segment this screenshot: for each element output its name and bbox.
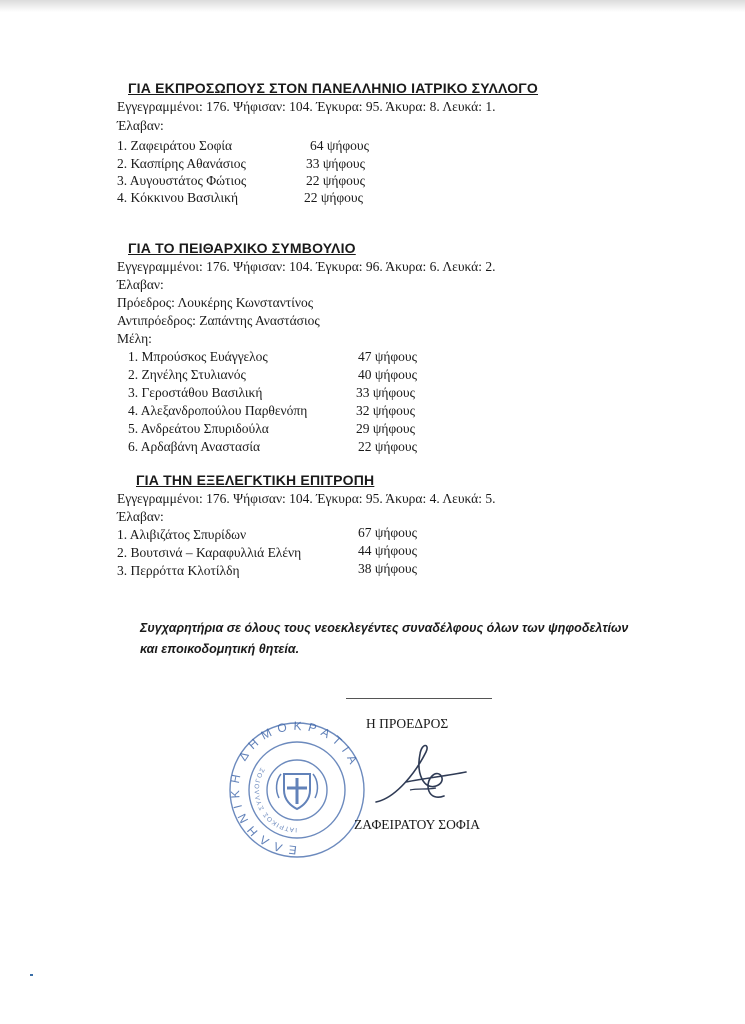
candidate-votes: 33 ψήφους (356, 385, 415, 400)
signature-rule (346, 698, 492, 699)
candidate-name: 4. Κόκκινου Βασιλική (117, 190, 239, 205)
candidate-name: 2. Κασπίρης Αθανάσιος (117, 156, 246, 171)
candidate-name: 3. Αυγουστάτος Φώτιος (117, 173, 247, 188)
candidate-votes: 67 ψήφους (358, 525, 417, 540)
stamp-emblem-icon (277, 774, 318, 809)
candidate-name: 4. Αλεξανδροπούλου Παρθενόπη (128, 403, 308, 418)
candidate-votes: 38 ψήφους (358, 561, 417, 576)
candidate-votes: 64 ψήφους (310, 138, 369, 153)
candidate-name: 3. Γεροστάθου Βασιλική (128, 385, 263, 400)
candidate-name: 3. Περρόττα Κλοτίλδη (117, 563, 240, 578)
candidate-name: 5. Ανδρεάτου Σπυριδούλα (128, 421, 269, 436)
candidate-votes: 32 ψήφους (356, 403, 415, 418)
candidate-votes: 44 ψήφους (358, 543, 417, 558)
candidate-votes: 22 ψήφους (358, 439, 417, 454)
stamp-inner-text: ΙΑΤΡΙΚΟΣ ΣΥΛΛΟΓΟΣ (253, 766, 298, 834)
candidate-votes: 47 ψήφους (358, 349, 417, 364)
candidate-name: 1. Ζαφειράτου Σοφία (117, 138, 233, 153)
signatory-name: ΖΑΦΕΙΡΑΤΟΥ ΣΟΦΙΑ (354, 817, 481, 832)
candidate-name: 6. Αρδαβάνη Αναστασία (128, 439, 261, 454)
congratulations-line: Συγχαρητήρια σε όλους τους νεοεκλεγέντες συναδέλφους όλων των ψηφοδελτίων (140, 621, 629, 635)
candidate-name: 2. Ζηνέλης Στυλιανός (128, 367, 246, 382)
vote-stats: Εγγεγραμμένοι: 176. Ψήφισαν: 104. Έγκυρα: 96. Άκυρα: 6. Λευκά: 2. (117, 259, 496, 274)
candidate-votes: 29 ψήφους (356, 421, 415, 436)
candidate-name: 2. Βουτσινά – Καραφυλλιά Ελένη (117, 545, 302, 560)
congratulations-note (140, 618, 660, 660)
received-label: Έλαβαν: (117, 277, 164, 292)
handwritten-signature (366, 732, 476, 822)
candidate-votes: 22 ψήφους (304, 190, 363, 205)
received-label: Έλαβαν: (117, 509, 164, 524)
members-label: Μέλη: (117, 331, 152, 346)
section-heading: ΓΙΑ ΤΟ ΠΕΙΘΑΡΧΙΚΟ ΣΥΜΒΟΥΛΙΟ (128, 240, 356, 256)
candidate-votes: 33 ψήφους (306, 156, 365, 171)
received-label: Έλαβαν: (117, 118, 164, 133)
candidate-votes: 40 ψήφους (358, 367, 417, 382)
candidate-name: 1. Αλιβιζάτος Σπυρίδων (117, 527, 247, 542)
scan-top-edge (0, 0, 745, 12)
candidate-name: 1. Μπρούσκος Ευάγγελος (128, 349, 268, 364)
congratulations-line: και εποικοδομητική θητεία. (140, 642, 300, 656)
official-stamp (224, 720, 370, 860)
candidate-votes: 22 ψήφους (306, 173, 365, 188)
scan-artifact (30, 974, 33, 976)
section-heading: ΓΙΑ ΤΗΝ ΕΞΕΛΕΓΚΤΙΚΗ ΕΠΙΤΡΟΠΗ (136, 472, 375, 488)
vice-president-line: Αντιπρόεδρος: Ζαπάντης Αναστάσιος (117, 313, 320, 328)
section-heading: ΓΙΑ ΕΚΠΡΟΣΩΠΟΥΣ ΣΤΟΝ ΠΑΝΕΛΛΗΝΙΟ ΙΑΤΡΙΚΟ ΣΥΛΛΟΓΟ (128, 80, 539, 96)
vote-stats: Εγγεγραμμένοι: 176. Ψήφισαν: 104. Έγκυρα: 95. Άκυρα: 4. Λευκά: 5. (117, 491, 496, 506)
president-line: Πρόεδρος: Λουκέρης Κωνσταντίνος (117, 295, 314, 310)
vote-stats: Εγγεγραμμένοι: 176. Ψήφισαν: 104. Έγκυρα: 95. Άκυρα: 8. Λευκά: 1. (117, 99, 496, 114)
signatory-role: Η ΠΡΟΕΔΡΟΣ (366, 716, 449, 731)
stamp-outer-text: ΕΛΛΗΝΙΚΗ ΔΗΜΟΚΡΑΤΙΑ (227, 720, 363, 858)
